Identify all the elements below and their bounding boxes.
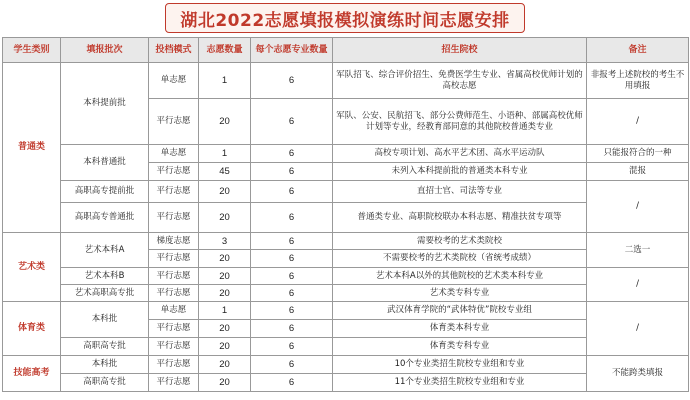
header-count: 志愿数量 (199, 38, 251, 63)
table-row (3, 145, 689, 163)
mode-cell: 平行志愿 (149, 203, 199, 233)
note-cell: 非报考上述院校的考生不用填报 (587, 63, 689, 99)
table-row (3, 63, 689, 99)
schedule-table (2, 37, 689, 392)
mode-cell: 平行志愿 (149, 163, 199, 181)
table-row (3, 203, 689, 233)
title-banner (165, 3, 525, 33)
mode-cell: 平行志愿 (149, 356, 199, 374)
majors-cell: 6 (251, 356, 333, 374)
count-cell: 20 (199, 285, 251, 302)
batch-cell: 本科批 (61, 356, 149, 374)
batch-cell: 高职高专批 (61, 374, 149, 392)
majors-cell: 6 (251, 285, 333, 302)
count-cell: 20 (199, 203, 251, 233)
count-cell: 45 (199, 163, 251, 181)
batch-cell: 本科普通批 (61, 145, 149, 181)
count-cell: 20 (199, 356, 251, 374)
note-cell: 混报 (587, 163, 689, 181)
schools-cell: 体育类本科专业 (333, 320, 587, 338)
note-cell: 只能报符合的一种 (587, 145, 689, 163)
table-row (3, 268, 689, 285)
table-row (3, 356, 689, 374)
category-yishu: 艺术类 (3, 233, 61, 302)
majors-cell: 6 (251, 233, 333, 250)
header-schools: 招生院校 (333, 38, 587, 63)
header-majors: 每个志愿专业数量 (251, 38, 333, 63)
mode-cell: 平行志愿 (149, 320, 199, 338)
mode-cell: 单志愿 (149, 145, 199, 163)
schools-cell: 直招士官、司法等专业 (333, 181, 587, 203)
table-row (3, 233, 689, 250)
schools-cell: 未列入本科提前批的普通类本科专业 (333, 163, 587, 181)
count-cell: 20 (199, 99, 251, 145)
majors-cell: 6 (251, 145, 333, 163)
count-cell: 20 (199, 338, 251, 356)
category-tiyu: 体育类 (3, 302, 61, 356)
table-row (3, 181, 689, 203)
mode-cell: 平行志愿 (149, 374, 199, 392)
majors-cell: 6 (251, 163, 333, 181)
header-mode: 投档模式 (149, 38, 199, 63)
batch-cell: 艺术本科A (61, 233, 149, 268)
count-cell: 20 (199, 320, 251, 338)
majors-cell: 6 (251, 181, 333, 203)
note-cell: / (587, 181, 689, 233)
category-jineng: 技能高考 (3, 356, 61, 392)
header-row (3, 38, 689, 63)
count-cell: 1 (199, 302, 251, 320)
majors-cell: 6 (251, 99, 333, 145)
schools-cell: 军队、公安、民航招飞、部分公费师范生、小语种、部属高校优师计划等专业，经教育部同意的其他院校普通类专业 (333, 99, 587, 145)
count-cell: 1 (199, 145, 251, 163)
batch-cell: 艺术高职高专批 (61, 285, 149, 302)
note-cell: / (587, 302, 689, 356)
majors-cell: 6 (251, 268, 333, 285)
count-cell: 20 (199, 374, 251, 392)
batch-cell: 艺术本科B (61, 268, 149, 285)
table-row (3, 302, 689, 320)
schools-cell: 高校专项计划、高水平艺术团、高水平运动队 (333, 145, 587, 163)
batch-cell: 高职高专批 (61, 338, 149, 356)
count-cell: 3 (199, 233, 251, 250)
mode-cell: 平行志愿 (149, 338, 199, 356)
header-batch: 填报批次 (61, 38, 149, 63)
majors-cell: 6 (251, 302, 333, 320)
count-cell: 20 (199, 250, 251, 268)
mode-cell: 平行志愿 (149, 99, 199, 145)
majors-cell: 6 (251, 63, 333, 99)
majors-cell: 6 (251, 338, 333, 356)
batch-cell: 本科批 (61, 302, 149, 338)
batch-cell: 高职高专提前批 (61, 181, 149, 203)
mode-cell: 单志愿 (149, 302, 199, 320)
schools-cell: 体育类专科专业 (333, 338, 587, 356)
batch-cell: 高职高专普通批 (61, 203, 149, 233)
header-note: 备注 (587, 38, 689, 63)
majors-cell: 6 (251, 203, 333, 233)
schools-cell: 不需要校考的艺术类院校（省统考成绩） (333, 250, 587, 268)
note-cell: 不能跨类填报 (587, 356, 689, 392)
majors-cell: 6 (251, 250, 333, 268)
count-cell: 20 (199, 268, 251, 285)
majors-cell: 6 (251, 320, 333, 338)
table-row (3, 374, 689, 392)
mode-cell: 平行志愿 (149, 285, 199, 302)
schools-cell: 11个专业类招生院校专业组和专业 (333, 374, 587, 392)
schools-cell: 武汉体育学院的“武体特优”院校专业组 (333, 302, 587, 320)
mode-cell: 梯度志愿 (149, 233, 199, 250)
mode-cell: 平行志愿 (149, 250, 199, 268)
schools-cell: 艺术本科A以外的其他院校的艺术类本科专业 (333, 268, 587, 285)
count-cell: 20 (199, 181, 251, 203)
table-row (3, 285, 689, 302)
schools-cell: 10个专业类招生院校专业组和专业 (333, 356, 587, 374)
note-cell: 二选一 (587, 233, 689, 268)
schools-cell: 艺术类专科专业 (333, 285, 587, 302)
mode-cell: 单志愿 (149, 63, 199, 99)
page-title: 湖北2022志愿填报模拟演练时间志愿安排 (180, 10, 510, 31)
schools-cell: 需要校考的艺术类院校 (333, 233, 587, 250)
batch-cell: 本科提前批 (61, 63, 149, 145)
note-cell: / (587, 99, 689, 145)
table-row (3, 338, 689, 356)
majors-cell: 6 (251, 374, 333, 392)
note-cell: / (587, 268, 689, 302)
schools-cell: 军队招飞、综合评价招生、免费医学生专业、省属高校优师计划的高校志愿 (333, 63, 587, 99)
mode-cell: 平行志愿 (149, 268, 199, 285)
schools-cell: 普通类专业、高职院校联办本科志愿、精准扶贫专项等 (333, 203, 587, 233)
header-category: 学生类别 (3, 38, 61, 63)
category-putong: 普通类 (3, 63, 61, 233)
mode-cell: 平行志愿 (149, 181, 199, 203)
count-cell: 1 (199, 63, 251, 99)
